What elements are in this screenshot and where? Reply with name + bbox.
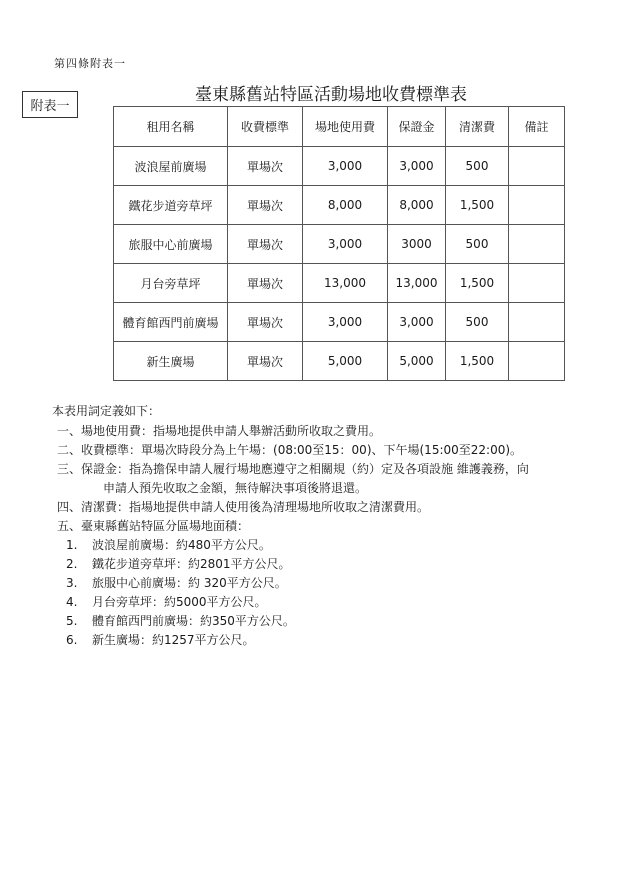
definition-number: 二、: [57, 443, 82, 457]
cleaning-fee-cell: 500: [446, 147, 509, 186]
definitions-heading: 本表用詞定義如下：: [52, 404, 161, 418]
cleaning-fee-cell: 1,500: [446, 264, 509, 303]
venue-fee-cell: 3,000: [303, 225, 388, 264]
cleaning-fee-cell: 1,500: [446, 186, 509, 225]
table-header-row: [114, 107, 565, 147]
list-item: [66, 631, 592, 650]
definition-item: [57, 441, 592, 460]
definition-text: 收費標準：單場次時段分為上午場：(08:00至15：00)、下午場(15:00至22:00)。: [81, 443, 523, 457]
column-header: 收費標準: [228, 107, 303, 147]
list-item: [66, 536, 592, 555]
fee-basis-cell: 單場次: [228, 303, 303, 342]
venue-fee-cell: 5,000: [303, 342, 388, 381]
deposit-cell: 3000: [388, 225, 446, 264]
table-row: [114, 225, 565, 264]
area-text: 月台旁草坪：約5000平方公尺。: [92, 595, 267, 609]
list-item: [66, 612, 592, 631]
definitions-section: [52, 402, 592, 650]
venue-name-cell: 旅服中心前廣場: [114, 225, 228, 264]
definition-text: 清潔費：指場地提供申請人使用後為清理場地所收取之清潔費用。: [81, 500, 430, 514]
definition-item: [57, 517, 592, 536]
remarks-cell: [509, 186, 565, 225]
fee-table: [113, 106, 565, 381]
definition-item: [57, 460, 592, 498]
fee-basis-cell: 單場次: [228, 264, 303, 303]
area-text: 體育館西門前廣場：約350平方公尺。: [92, 614, 295, 628]
venue-fee-cell: 3,000: [303, 303, 388, 342]
document-title: 臺東縣舊站特區活動場地收費標準表: [195, 85, 467, 105]
venue-name-cell: 月台旁草坪: [114, 264, 228, 303]
table-row: [114, 186, 565, 225]
table-row: [114, 147, 565, 186]
area-text: 旅服中心前廣場：約 320平方公尺。: [92, 576, 287, 590]
cleaning-fee-cell: 1,500: [446, 342, 509, 381]
column-header: 場地使用費: [303, 107, 388, 147]
area-number: 2.: [66, 557, 78, 571]
table-row: [114, 303, 565, 342]
definition-item: [57, 498, 592, 517]
list-item: [66, 574, 592, 593]
area-number: 4.: [66, 595, 78, 609]
header-label: 第四條附表一: [54, 57, 126, 70]
area-number: 1.: [66, 538, 78, 552]
list-item: [66, 555, 592, 574]
column-header: 租用名稱: [114, 107, 228, 147]
deposit-cell: 5,000: [388, 342, 446, 381]
fee-basis-cell: 單場次: [228, 186, 303, 225]
table-row: [114, 342, 565, 381]
venue-name-cell: 新生廣場: [114, 342, 228, 381]
area-text: 鐵花步道旁草坪：約2801平方公尺。: [92, 557, 291, 571]
definition-number: 一、: [57, 424, 82, 438]
list-item: [66, 593, 592, 612]
deposit-cell: 13,000: [388, 264, 446, 303]
remarks-cell: [509, 225, 565, 264]
venue-name-cell: 鐵花步道旁草坪: [114, 186, 228, 225]
area-list: [52, 536, 592, 650]
column-header: 清潔費: [446, 107, 509, 147]
area-text: 新生廣場：約1257平方公尺。: [92, 633, 255, 647]
definition-item: [57, 422, 592, 441]
deposit-cell: 3,000: [388, 147, 446, 186]
definition-number: 五、: [57, 519, 82, 533]
column-header: 保證金: [388, 107, 446, 147]
cleaning-fee-cell: 500: [446, 225, 509, 264]
remarks-cell: [509, 342, 565, 381]
definition-number: 四、: [57, 500, 82, 514]
definition-number: 三、: [57, 462, 82, 476]
area-number: 3.: [66, 576, 78, 590]
cleaning-fee-cell: 500: [446, 303, 509, 342]
definition-text: 場地使用費：指場地提供申請人舉辦活動所收取之費用。: [81, 424, 382, 438]
remarks-cell: [509, 303, 565, 342]
column-header: 備註: [509, 107, 565, 147]
table-row: [114, 264, 565, 303]
fee-basis-cell: 單場次: [228, 225, 303, 264]
fee-basis-cell: 單場次: [228, 147, 303, 186]
area-text: 波浪屋前廣場：約480平方公尺。: [92, 538, 271, 552]
definition-continuation: 申請人預先收取之金額，無待解決事項後將退還。: [103, 481, 368, 495]
definition-text: 保證金：指為擔保申請人履行場地應遵守之相關規（約）定及各項設施 維護義務，向: [81, 462, 529, 476]
fee-basis-cell: 單場次: [228, 342, 303, 381]
area-number: 5.: [66, 614, 78, 628]
venue-name-cell: 體育館西門前廣場: [114, 303, 228, 342]
remarks-cell: [509, 264, 565, 303]
area-number: 6.: [66, 633, 78, 647]
attachment-label-box: 附表一: [22, 91, 78, 118]
remarks-cell: [509, 147, 565, 186]
deposit-cell: 3,000: [388, 303, 446, 342]
definition-text: 臺東縣舊站特區分區場地面積：: [81, 519, 250, 533]
venue-fee-cell: 3,000: [303, 147, 388, 186]
venue-fee-cell: 13,000: [303, 264, 388, 303]
venue-fee-cell: 8,000: [303, 186, 388, 225]
venue-name-cell: 波浪屋前廣場: [114, 147, 228, 186]
deposit-cell: 8,000: [388, 186, 446, 225]
